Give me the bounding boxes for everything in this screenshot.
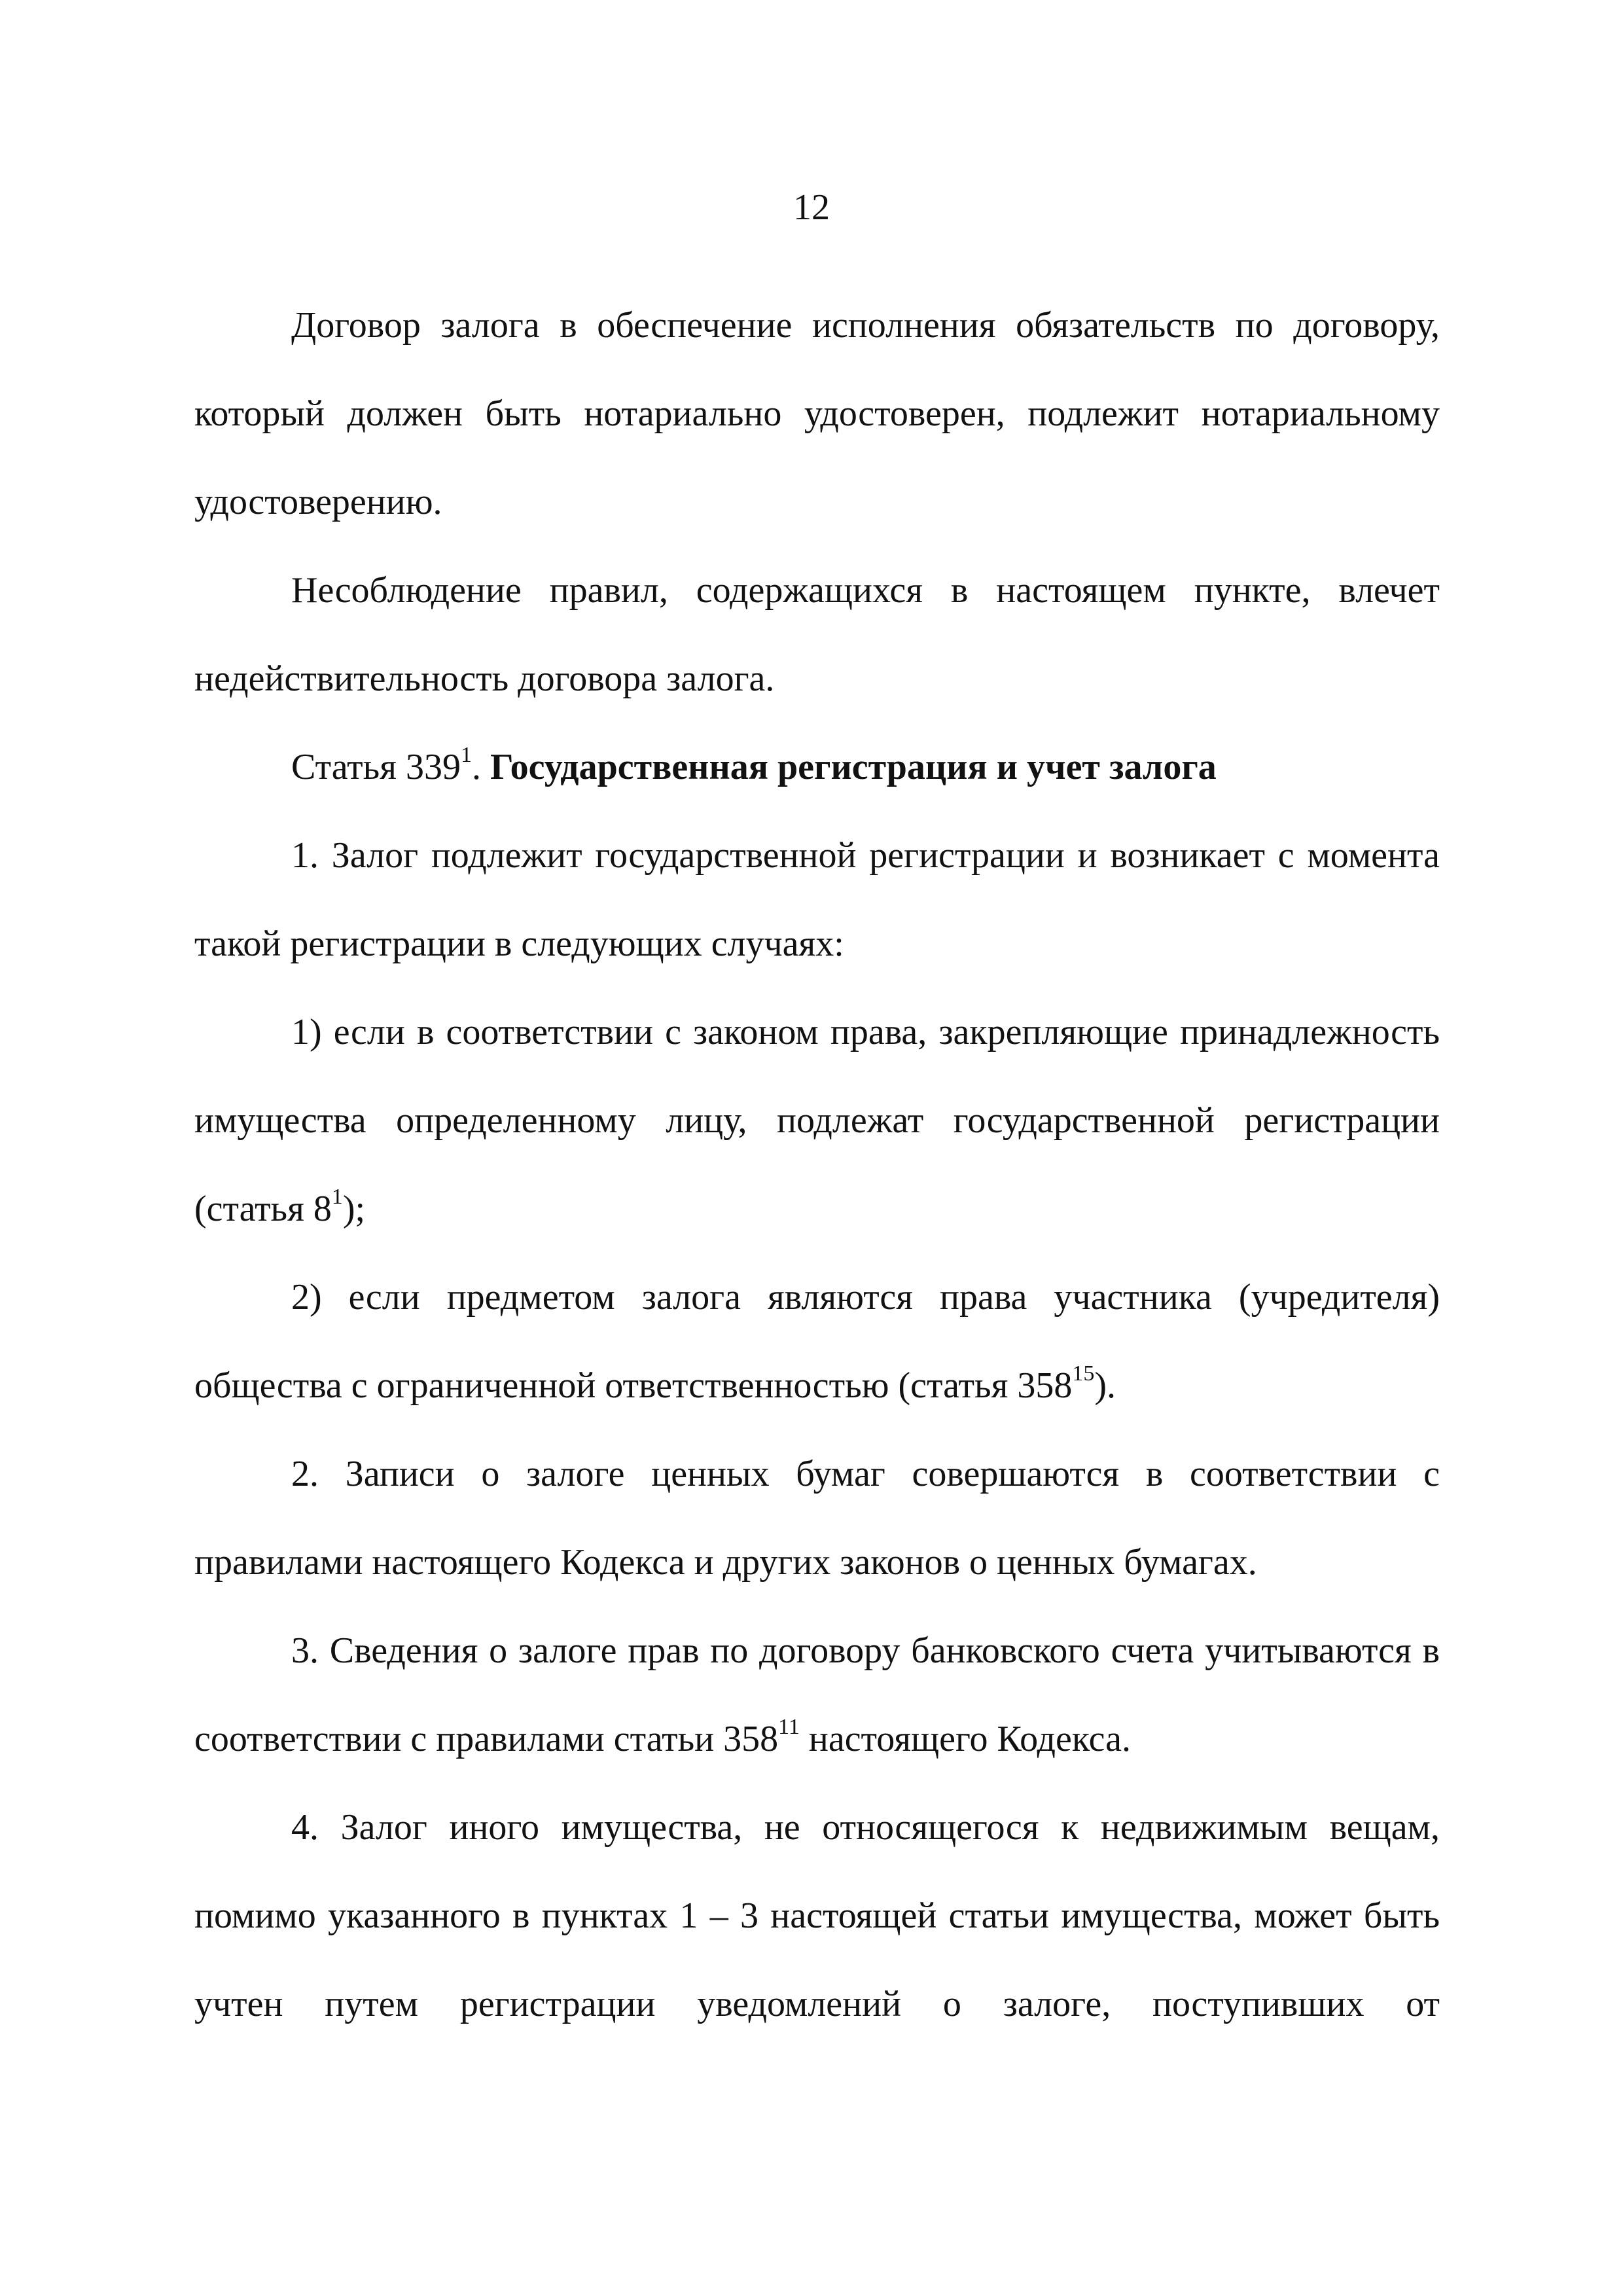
article-separator: . (471, 747, 490, 787)
item-3-text: 3. Сведения о залоге прав по договору банковского счета учитываются в соответствии с правилами статьи 358 (194, 1630, 1440, 1759)
paragraph-item-2: 2. Записи о залоге ценных бумаг совершаются в соответствии с правилами настоящего Кодекса и других законов о ценных бумагах. (194, 1454, 1440, 1583)
paragraph-subitem-1 (194, 988, 1440, 1253)
item-3-tail: настоящего Кодекса. (799, 1719, 1132, 1759)
article-heading (194, 723, 1440, 812)
item-3-superscript: 11 (778, 1715, 800, 1740)
subitem-2-text: 2) если предметом залога являются права участника (учредителя) общества с ограниченной ответственностью (статья 358 (194, 1277, 1440, 1406)
paragraph-item-3 (194, 1607, 1440, 1784)
subitem-1-tail: ); (342, 1189, 366, 1229)
paragraph-item-4: 4. Залог иного имущества, не относящегося к недвижимым вещам, помимо указанного в пунктах 1 – 3 настоящей статьи имущества, может быть учтен путем регистрации уведомлений о залоге, поступивших от (194, 1807, 1440, 2024)
page-number: 12 (793, 187, 830, 228)
paragraph-item-1: 1. Залог подлежит государственной регистрации и возникает с момента такой регистрации в следующих случаях: (194, 835, 1440, 964)
article-title: Государственная регистрация и учет залога (490, 747, 1217, 787)
paragraph-subitem-2 (194, 1253, 1440, 1430)
subitem-1-superscript: 1 (331, 1185, 343, 1210)
paragraph-pledge-agreement: Договор залога в обеспечение исполнения обязательств по договору, который должен быть нотариально удостоверен, подлежит нотариальному удостоверению. (194, 305, 1440, 522)
document-body (194, 281, 1440, 2049)
subitem-2-superscript: 15 (1072, 1361, 1095, 1386)
article-number: Статья 339 (291, 747, 461, 787)
subitem-2-tail: ). (1094, 1365, 1116, 1406)
article-number-superscript: 1 (460, 743, 472, 768)
subitem-1-text: 1) если в соответствии с законом права, закрепляющие принадлежность имущества определенному лицу, подлежат государственной регистрации (статья 8 (194, 1012, 1440, 1229)
paragraph-noncompliance: Несоблюдение правил, содержащихся в настоящем пункте, влечет недействительность договора залога. (194, 570, 1440, 699)
